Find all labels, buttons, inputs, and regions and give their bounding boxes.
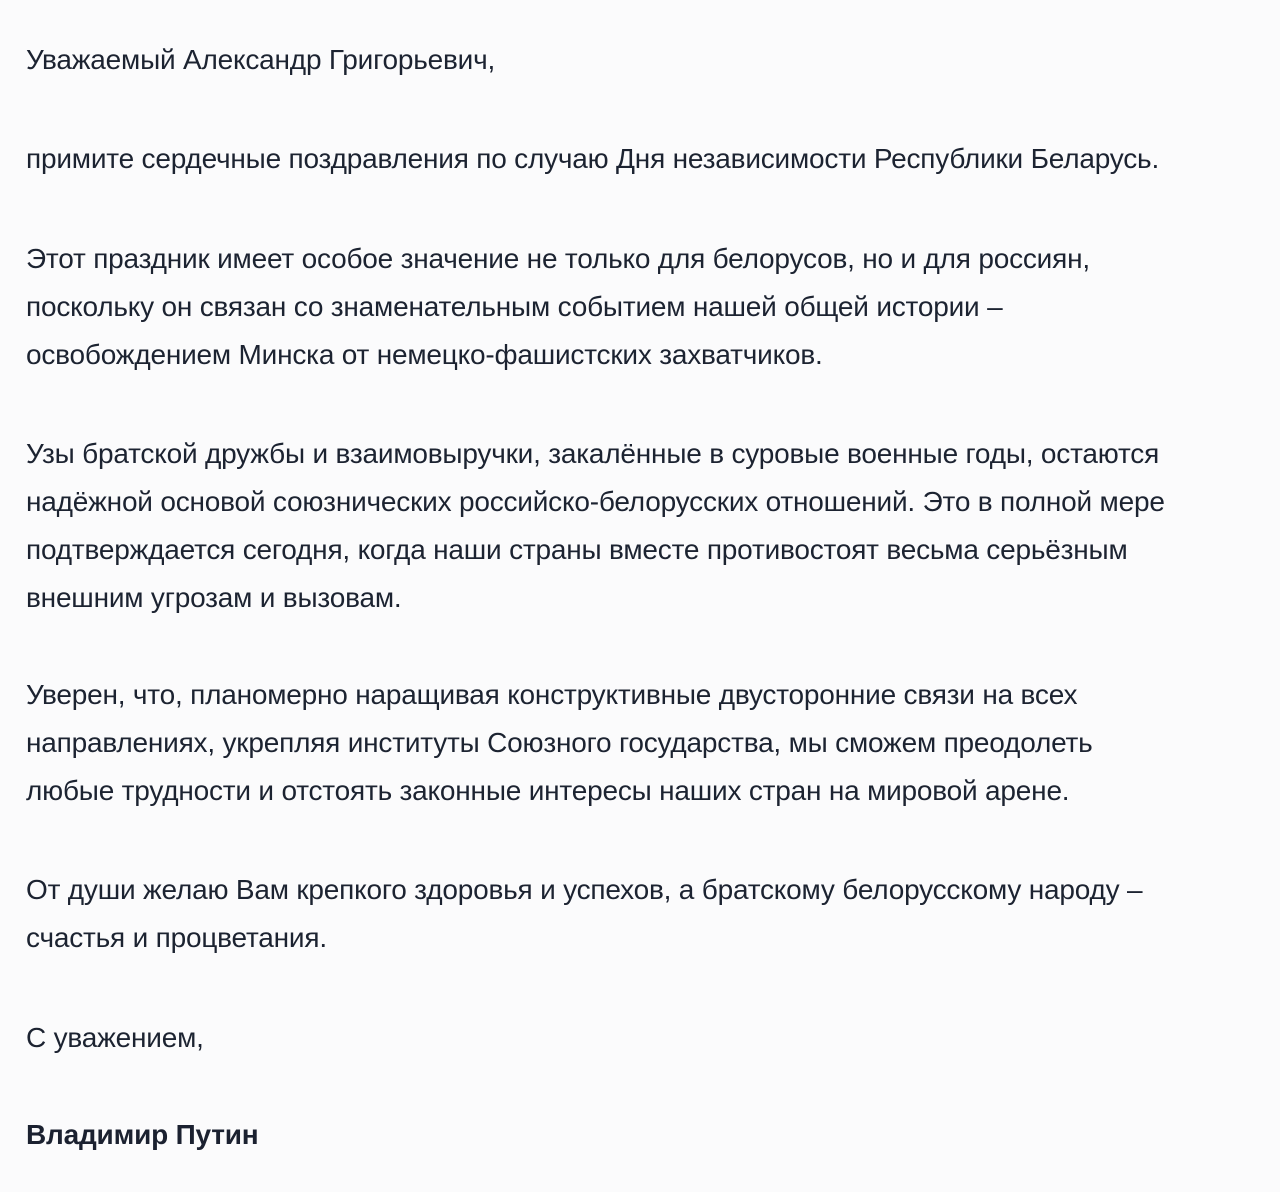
paragraph-wishes: От души желаю Вам крепкого здоровья и успехов, а братскому белорусскому народу – счастья и процветания. (26, 874, 1143, 953)
signature: Владимир Путин (26, 1119, 259, 1150)
paragraph-congratulations: примите сердечные поздравления по случаю Дня независимости Республики Беларусь. (26, 143, 1160, 174)
greeting: Уважаемый Александр Григорьевич, (26, 44, 496, 75)
paragraph-cooperation: Уверен, что, планомерно наращивая конструктивные двусторонние связи на всех направлениях, укрепляя институты Союзного государства, мы сможем преодолеть любые трудности и отстоять законные интересы наших стран на мировой арене. (26, 679, 1093, 806)
paragraph-brotherly-friendship: Узы братской дружбы и взаимовыручки, закалённые в суровые военные годы, остаются надёжной основой союзнических российско-белорусских отношений. Это в полной мере подтверждается сегодня, когда наши страны вместе противостоят весьма серьёзным внешним угрозам и вызовам. (26, 438, 1165, 613)
paragraph-holiday-significance: Этот праздник имеет особое значение не только для белорусов, но и для россиян, поскольку он связан со знаменательным событием нашей общей истории – освобождением Минска от немецко-фашистских захватчиков. (26, 243, 1090, 370)
closing: С уважением, (26, 1022, 204, 1053)
